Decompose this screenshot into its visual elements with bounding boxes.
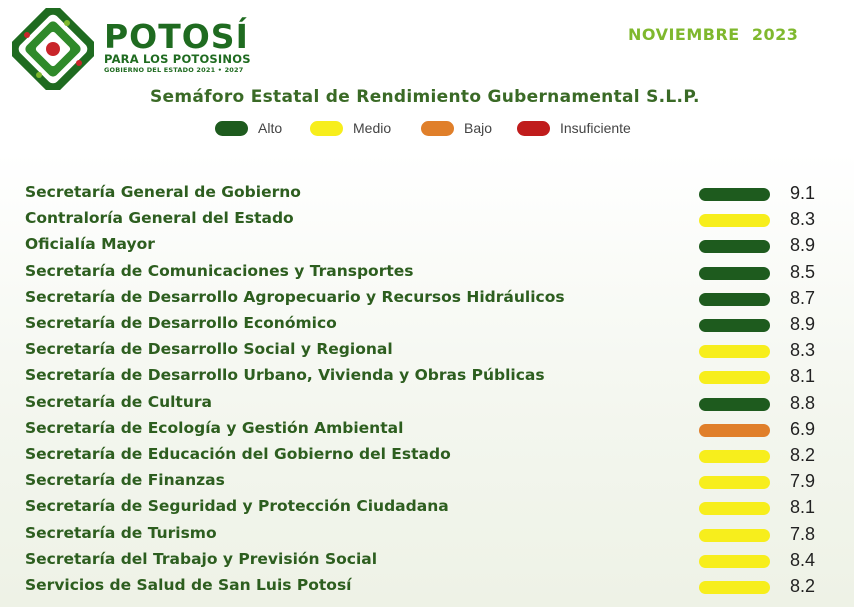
list-item: [0, 417, 854, 443]
list-item: [0, 181, 854, 207]
agency-name: Secretaría de Desarrollo Social y Regional: [25, 340, 393, 359]
status-bar: [699, 424, 770, 437]
score-value: 8.2: [790, 576, 816, 596]
agency-name: Servicios de Salud de San Luis Potosí: [25, 576, 352, 594]
agency-name: Secretaría de Comunicaciones y Transportes: [25, 261, 414, 280]
status-bar: [699, 450, 770, 463]
status-bar: [699, 529, 770, 542]
brand-name: POTOSÍ: [104, 17, 249, 56]
legend-label: Alto: [258, 120, 283, 136]
legend: [215, 120, 675, 140]
status-bar: [699, 476, 770, 489]
score-value: 8.9: [790, 235, 816, 256]
brand-block: [104, 17, 251, 75]
agency-name: Contraloría General del Estado: [25, 209, 294, 228]
score-value: 7.9: [790, 471, 816, 492]
legend-swatch: [310, 121, 343, 136]
status-bar: [699, 214, 770, 227]
legend-label: Medio: [353, 120, 392, 136]
list-item: [0, 495, 854, 521]
score-value: 8.4: [790, 549, 816, 570]
agency-name: Secretaría del Trabajo y Previsión Social: [25, 549, 378, 568]
score-value: 7.8: [790, 523, 816, 544]
agency-name: Secretaría General de Gobierno: [25, 183, 301, 201]
legend-swatch: [215, 121, 248, 136]
list-item: [0, 338, 854, 364]
report-period: NOVIEMBRE 2023: [628, 25, 799, 44]
legend-swatch: [421, 121, 454, 136]
list-item: [0, 469, 854, 495]
list-item: [0, 260, 854, 286]
brand-subtitle: PARA LOS POTOSINOS: [104, 52, 251, 66]
list-item: [0, 364, 854, 390]
brand-government: GOBIERNO DEL ESTADO 2021 • 2027: [104, 66, 244, 74]
score-value: 8.3: [790, 340, 816, 361]
agency-name: Secretaría de Ecología y Gestión Ambiental: [25, 418, 404, 437]
agency-name: Secretaría de Seguridad y Protección Ciudadana: [25, 497, 449, 516]
status-bar: [699, 267, 770, 280]
page-title: Semáforo Estatal de Rendimiento Gubernamental S.L.P.: [150, 87, 700, 107]
legend-label: Insuficiente: [560, 120, 631, 136]
score-value: 8.7: [790, 287, 816, 308]
status-bar: [699, 240, 770, 253]
score-value: 8.3: [790, 209, 816, 230]
status-bar: [699, 502, 770, 515]
legend-item-alto: [215, 120, 282, 136]
score-value: 8.1: [790, 497, 816, 518]
status-bar: [699, 371, 770, 384]
score-value: 9.1: [790, 183, 816, 203]
list-item: [0, 548, 854, 574]
score-value: 6.9: [790, 418, 816, 439]
legend-item-bajo: [421, 120, 492, 136]
legend-item-insuficiente: [517, 120, 631, 136]
legend-swatch: [517, 121, 550, 136]
agency-name: Secretaría de Desarrollo Urbano, Vivienda y Obras Públicas: [25, 366, 545, 385]
agency-name: Secretaría de Finanzas: [25, 471, 225, 490]
list-item: [0, 391, 854, 417]
agency-name: Oficialía Mayor: [25, 235, 155, 254]
score-value: 8.2: [790, 445, 816, 465]
list-item: [0, 312, 854, 338]
score-value: 8.8: [790, 392, 816, 413]
status-bar: [699, 293, 770, 306]
legend-label: Bajo: [464, 120, 493, 136]
status-bar: [699, 188, 770, 201]
score-value: 8.9: [790, 314, 816, 334]
list-item: [0, 574, 854, 600]
list-item: [0, 443, 854, 469]
status-bar: [699, 345, 770, 358]
list-item: [0, 522, 854, 548]
agency-name: Secretaría de Turismo: [25, 523, 217, 542]
agency-name: Secretaría de Cultura: [25, 392, 212, 411]
agency-name: Secretaría de Educación del Gobierno del Estado: [25, 445, 451, 463]
legend-item-medio: [310, 120, 391, 136]
status-bar: [699, 319, 770, 332]
list-item: [0, 286, 854, 312]
agency-name: Secretaría de Desarrollo Económico: [25, 314, 337, 332]
status-bar: [699, 555, 770, 568]
agency-name: Secretaría de Desarrollo Agropecuario y Recursos Hidráulicos: [25, 287, 565, 306]
score-value: 8.1: [790, 366, 816, 387]
list-item: [0, 233, 854, 259]
state-seal-logo: [12, 8, 94, 90]
status-bar: [699, 398, 770, 411]
status-bar: [699, 581, 770, 594]
score-value: 8.5: [790, 261, 816, 282]
list-item: [0, 207, 854, 233]
